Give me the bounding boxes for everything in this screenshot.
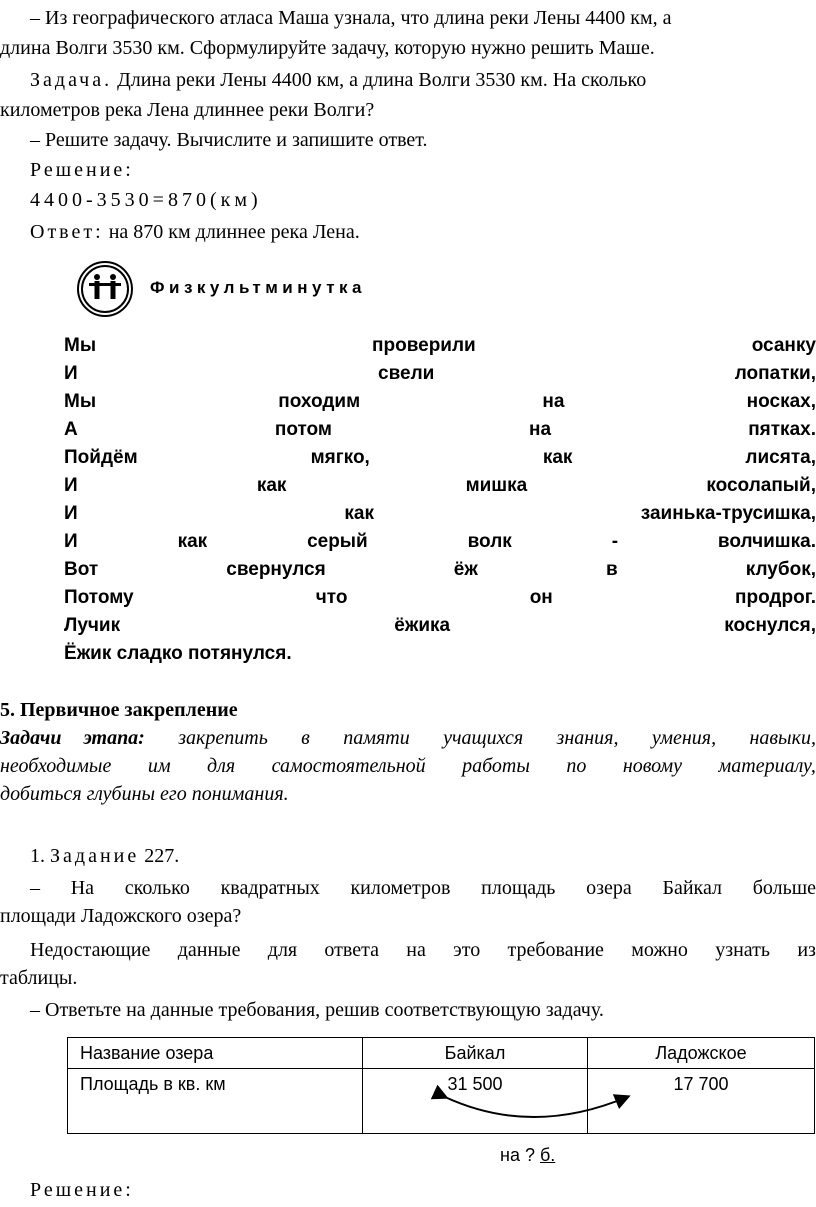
poem-line <box>64 390 816 414</box>
poem-word: А <box>64 419 78 440</box>
poem-word: походим <box>278 391 361 412</box>
table-header: Название озера <box>68 1038 363 1069</box>
poem-word: в <box>605 559 618 580</box>
exercise-label: Задание <box>50 845 140 867</box>
word: Байкал <box>662 877 722 899</box>
poem-word: волчишка. <box>717 531 816 552</box>
poem-word: клубок, <box>745 559 816 580</box>
poem-last-line: Ёжик сладко потянулся. <box>64 643 292 664</box>
word: учащихся <box>443 727 524 749</box>
word: данные <box>177 939 241 961</box>
equation-line: 4400-3530=870(км) <box>30 189 262 211</box>
poem-line <box>64 558 816 582</box>
poem-word: - <box>611 531 619 552</box>
poem-word: ёжика <box>394 615 451 636</box>
word: На <box>70 877 95 899</box>
stage-tasks-line-2-text <box>0 754 816 778</box>
answer-text: на 870 км длиннее река Лена. <box>103 221 360 243</box>
word: знания, <box>556 727 619 749</box>
difference-label <box>500 1145 555 1166</box>
poem-line <box>64 474 816 498</box>
word: новому <box>622 755 683 777</box>
word: озера <box>586 877 632 899</box>
word: квадратных <box>220 877 320 899</box>
table-cell: 31 500 <box>363 1069 588 1134</box>
word: памяти <box>343 727 410 749</box>
exercise-instruction: – Ответьте на данные требования, решив соответствующую задачу. <box>30 999 604 1021</box>
poem-line <box>64 334 816 358</box>
stage-tasks-label <box>0 726 145 750</box>
task-line-2: километров река Лена длиннее реки Волги? <box>0 99 375 121</box>
poem-line <box>64 530 816 554</box>
poem-word: Вот <box>64 559 99 580</box>
word: площадь <box>481 877 556 899</box>
word: этапа: <box>83 727 145 749</box>
word: необходимые <box>0 755 112 777</box>
poem-word: как <box>542 447 573 468</box>
word: требование <box>507 939 604 961</box>
difference-prefix: на ? <box>500 1145 540 1165</box>
poem-word: на <box>529 419 552 440</box>
word: для <box>267 939 298 961</box>
word: закрепить <box>178 727 268 749</box>
poem-line <box>64 586 816 610</box>
section-title: 5. Первичное закрепление <box>0 699 238 721</box>
poem-word: И <box>64 531 78 552</box>
word: работы <box>462 755 530 777</box>
poem-word: продрог. <box>734 587 816 608</box>
word: сколько <box>124 877 190 899</box>
word: им <box>147 755 171 777</box>
poem-word: как <box>344 503 375 524</box>
answer-line <box>0 220 816 244</box>
poem-word: Пойдём <box>64 447 138 468</box>
poem-word: как <box>177 531 208 552</box>
word: для <box>207 755 236 777</box>
word: Задачи <box>0 727 62 749</box>
poem-word: носках, <box>746 391 816 412</box>
poem-word: свернулся <box>226 559 326 580</box>
instruction-line: – Решите задачу. Вычислите и запишите ответ. <box>30 129 428 151</box>
poem-word: как <box>256 475 287 496</box>
word: это <box>453 939 481 961</box>
poem-word: Мы <box>64 391 97 412</box>
poem-word: он <box>529 587 553 608</box>
poem-word: волк <box>467 531 512 552</box>
stage-tasks-line-3: добиться глубины его понимания. <box>0 783 289 805</box>
exercise-question-1-text <box>0 876 816 900</box>
poem-word: Лучик <box>64 615 121 636</box>
word: навыки, <box>749 727 816 749</box>
stage-tasks-line-2 <box>0 754 816 778</box>
difference-unit: б. <box>539 1145 556 1165</box>
poem-word: И <box>64 363 78 384</box>
stage-tasks-line-1 <box>0 726 816 750</box>
poem-line <box>64 418 816 442</box>
table-cell: 17 700 <box>588 1069 815 1134</box>
lakes-table-wrap <box>67 1037 815 1137</box>
word: Недостающие <box>30 939 151 961</box>
stage-tasks-line-1-text <box>0 726 816 750</box>
poem-word: серый <box>307 531 368 552</box>
poem-word: Мы <box>64 335 97 356</box>
word: в <box>301 727 310 749</box>
word: из <box>797 939 816 961</box>
comparison-arrow-icon <box>67 1037 815 1137</box>
task-label: Задача. <box>30 69 113 91</box>
word: – <box>30 877 40 899</box>
poem-word: ёж <box>453 559 478 580</box>
two-figures-circle-icon <box>76 260 134 324</box>
exercise-question-2: площади Ладожского озера? <box>0 905 242 927</box>
exercise-number: 1. <box>30 845 45 867</box>
poem-word: коснулся, <box>724 615 816 636</box>
task-text: Длина реки Лены 4400 км, а длина Волги 3530 км. На сколько <box>112 69 647 91</box>
poem-line <box>64 446 816 470</box>
final-solution-label: Решение: <box>30 1179 134 1201</box>
poem-word: лисята, <box>745 447 816 468</box>
poem-word: мишка <box>465 475 528 496</box>
exercise-note-1-text <box>0 938 816 962</box>
word: можно <box>631 939 688 961</box>
word: ответа <box>324 939 379 961</box>
exercise-note-1 <box>0 938 816 962</box>
poem-line <box>64 502 816 526</box>
poem-word: свели <box>378 363 435 384</box>
answer-label: Ответ: <box>30 221 104 243</box>
poem-word: мягко, <box>310 447 370 468</box>
poem-word: заинька-трусишка, <box>640 503 816 524</box>
poem-word: на <box>542 391 565 412</box>
intro-line-2: длина Волги 3530 км. Сформулируйте задачу, которую нужно решить Маше. <box>0 37 655 59</box>
poem-word: пятках. <box>748 419 816 440</box>
word: по <box>566 755 587 777</box>
table-header: Байкал <box>363 1038 588 1069</box>
word: узнать <box>715 939 771 961</box>
poem-word: И <box>64 475 78 496</box>
task-statement <box>0 68 816 92</box>
exercise-note-2: таблицы. <box>0 967 78 989</box>
word: материалу, <box>718 755 816 777</box>
poem-line <box>64 362 816 386</box>
word: больше <box>752 877 816 899</box>
exercise-id: 227. <box>144 845 180 867</box>
exercise-question-1 <box>0 876 816 900</box>
phys-title: Физкультминутка <box>150 278 366 297</box>
poem-line <box>64 614 816 638</box>
exercise-heading <box>0 844 816 868</box>
poem-word: проверили <box>372 335 476 356</box>
intro-line-1: – Из географического атласа Маша узнала, что длина реки Лены 4400 км, а <box>30 7 672 29</box>
poem-word: Потому <box>64 587 134 608</box>
table-header: Ладожское <box>588 1038 815 1069</box>
poem-word: лопатки, <box>734 363 816 384</box>
poem-word: потом <box>274 419 332 440</box>
poem-word: И <box>64 503 78 524</box>
solution-label: Решение: <box>30 159 134 181</box>
word: километров <box>350 877 451 899</box>
poem-word: косолапый, <box>706 475 816 496</box>
poem-word: осанку <box>751 335 816 356</box>
poem-word: что <box>315 587 348 608</box>
word: умения, <box>651 727 717 749</box>
word: на <box>406 939 426 961</box>
word: самостоятельной <box>271 755 426 777</box>
table-row-label: Площадь в кв. км <box>68 1069 363 1134</box>
